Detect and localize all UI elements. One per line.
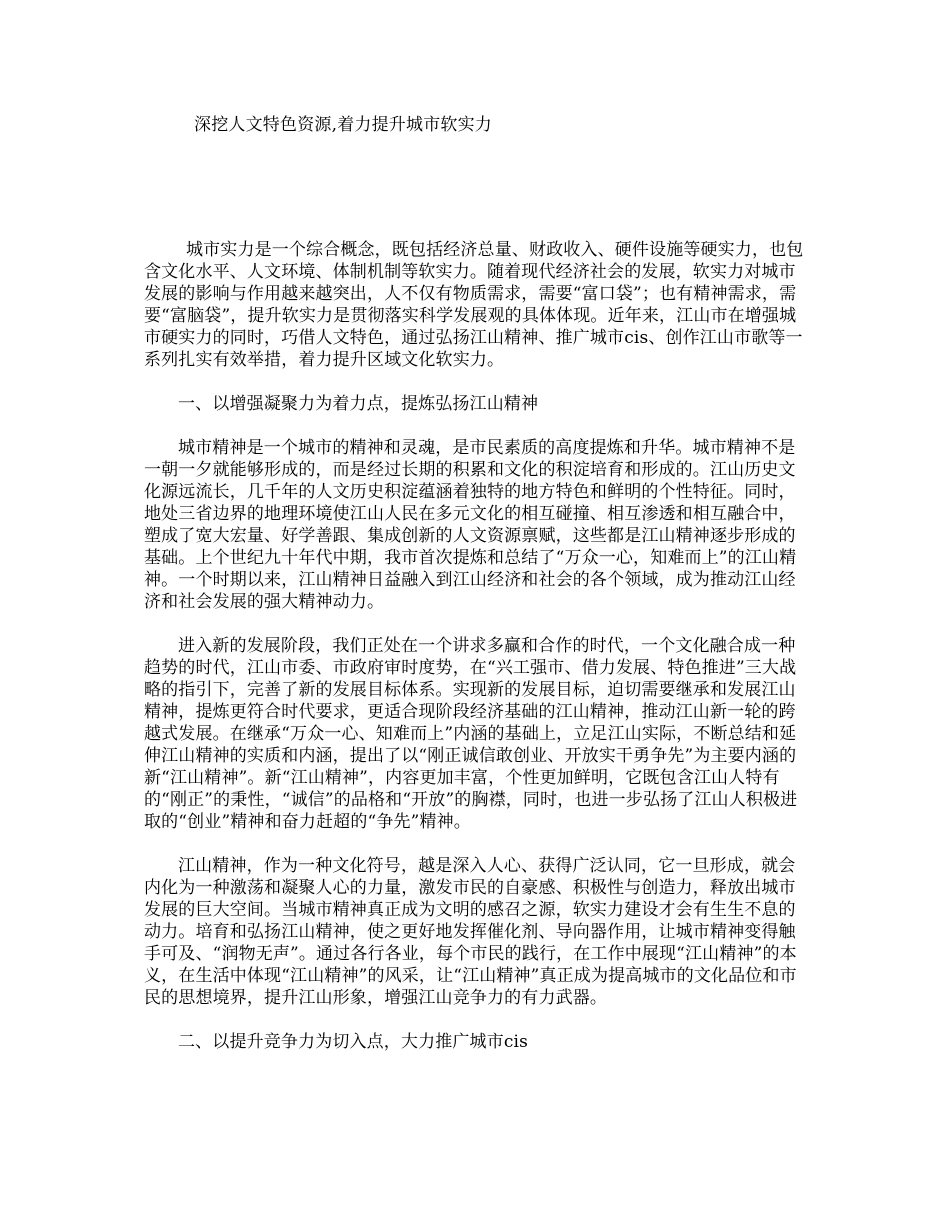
section-heading-1: 一、以增强凝聚力为着力点，提炼弘扬江山精神	[178, 394, 539, 414]
body-paragraph: 江山精神，作为一种文化符号，越是深入人心、获得广泛认同，它一旦形成，就会内化为一种激荡和凝聚人心的力量，激发市民的自豪感、积极性与创造力，释放出城市发展的巨大空间。当城市精神真正成为文明的感召之源，软实力建设才会有生生不息的动力。培育和弘扬江山精神，使之更好地发挥催化剂、导向器作用，让城市精神变得触手可及、“润物无声”。通过各行各业，每个市民的践行，在工作中展现“江山精神”的本义，在生活中体现“江山精神”的风采，让“江山精神”真正成为提高城市的文化品位和市民的思想境界，提升江山形象，增强江山竞争力的有力武器。	[144, 856, 797, 1008]
document-title: 深挖人文特色资源,着力提升城市软实力	[194, 115, 493, 135]
section-heading-2: 二、以提升竞争力为切入点，大力推广城市cis	[178, 1032, 528, 1052]
document-body	[144, 239, 808, 1075]
body-paragraph: 城市精神是一个城市的精神和灵魂，是市民素质的高度提炼和升华。城市精神不是一朝一夕就能够形成的，而是经过长期的积累和文化的积淀培育和形成的。江山历史文化源远流长，几千年的人文历史积淀蕴涵着独特的地方特色和鲜明的个性特征。同时，地处三省边界的地理环境使江山人民在多元文化的相互碰撞、相互渗透和相互融合中，塑成了宽大宏量、好学善跟、集成创新的人文资源禀赋，这些都是江山精神逐步形成的基础。上个世纪九十年代中期，我市首次提炼和总结了“万众一心，知难而上”的江山精神。一个时期以来，江山精神日益融入到江山经济和社会的各个领域，成为推动江山经济和社会发展的强大精神动力。	[144, 438, 797, 612]
intro-paragraph: 城市实力是一个综合概念，既包括经济总量、财政收入、硬件设施等硬实力，也包含文化水平、人文环境、体制机制等软实力。随着现代经济社会的发展，软实力对城市发展的影响与作用越来越突出，人不仅有物质需求，需要“富口袋”；也有精神需求，需要“富脑袋”，提升软实力是贯彻落实科学发展观的具体体现。近年来，江山市在增强城市硬实力的同时，巧借人文特色，通过弘扬江山精神、推广城市cis、创作江山市歌等一系列扎实有效举措，着力提升区域文化软实力。	[144, 240, 804, 370]
body-paragraph: 进入新的发展阶段，我们正处在一个讲求多赢和合作的时代，一个文化融合成一种趋势的时代，江山市委、市政府审时度势，在“兴工强市、借力发展、特色推进”三大战略的指引下，完善了新的发展目标体系。实现新的发展目标，迫切需要继承和发展江山精神，提炼更符合时代要求，更适合现阶段经济基础的江山精神，推动江山新一轮的跨越式发展。在继承“万众一心、知难而上”内涵的基础上，立足江山实际，不断总结和延伸江山精神的实质和内涵，提出了以“刚正诚信敢创业、开放实干勇争先”为主要内涵的新“江山精神”。新“江山精神”，内容更加丰富，个性更加鲜明，它既包含江山人特有的“刚正”的秉性，“诚信”的品格和“开放”的胸襟，同时，也进一步弘扬了江山人积极进取的“创业”精神和奋力赶超的“争先”精神。	[144, 636, 798, 832]
